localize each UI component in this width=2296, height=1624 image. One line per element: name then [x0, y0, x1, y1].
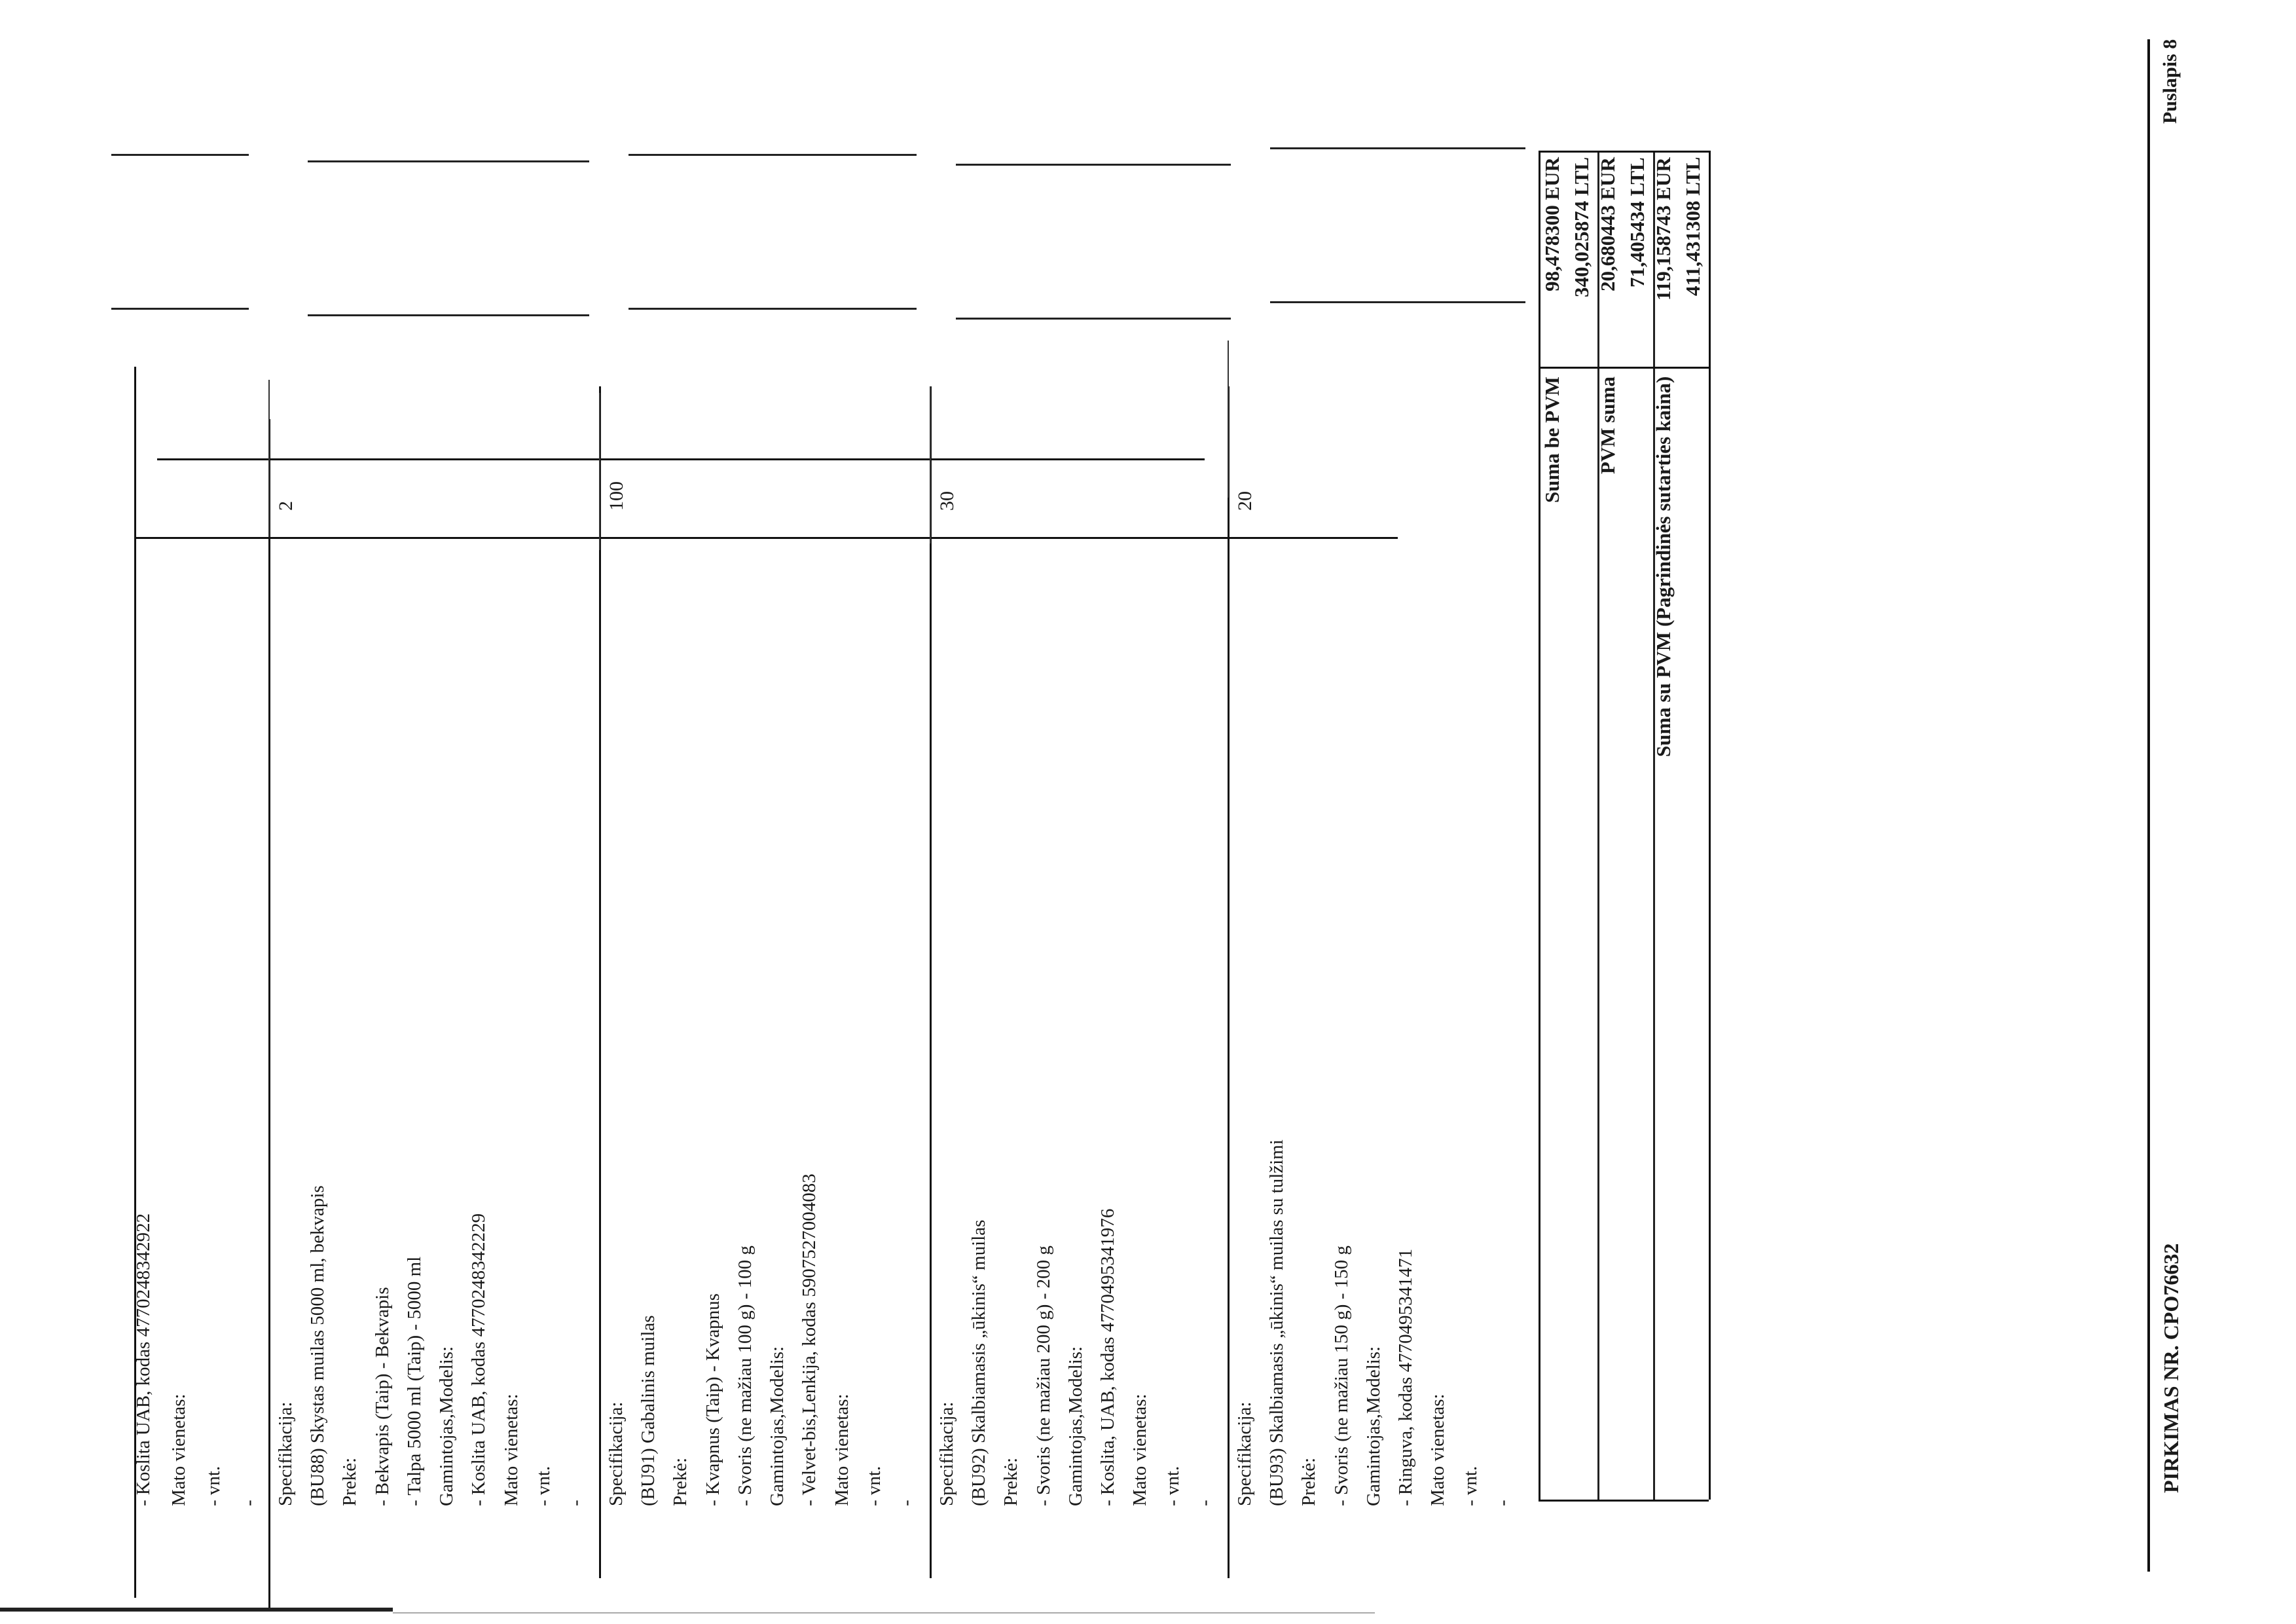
item-2-line-5: - Koslita, UAB, kodas 4770495341976: [1097, 1208, 1119, 1506]
item-0-line-2: Prekė:: [339, 1457, 361, 1506]
top-rule-b-2: [629, 308, 917, 310]
qty-sep-3: [1228, 341, 1229, 498]
item-0-line-1: (BU88) Skystas muilas 5000 ml, bekvapis: [307, 1185, 329, 1506]
item-1-line-5: Gamintojas,Modelis:: [767, 1346, 788, 1506]
item-1-line-0: Specifikacija:: [606, 1401, 627, 1506]
item-0-quantity: 2: [275, 501, 297, 511]
top-rule-b-1: [308, 314, 589, 316]
pvm-suma-label: PVM suma: [1596, 377, 1619, 474]
item-0-line-9: -: [564, 1500, 586, 1506]
top-rule-a-4: [1270, 147, 1525, 149]
top-rule-b-4: [1270, 301, 1525, 303]
top-rule-a-1: [308, 160, 589, 162]
totals-value-divider: [1539, 367, 1709, 369]
item-2-line-6: Mato vienetas:: [1129, 1393, 1151, 1506]
qty-col-divider: [157, 458, 1205, 460]
totals-label-divider: [1539, 1500, 1709, 1502]
item-1-line-7: Mato vienetas:: [831, 1393, 852, 1506]
item-1-line-1: (BU91) Gabalinis muilas: [638, 1315, 659, 1506]
top-rule-a-3: [956, 164, 1231, 166]
suma-be-pvm-eur: 98,478300 EUR: [1540, 157, 1563, 291]
fragment-line-0: - Koslita UAB, kodas 4770248342922: [133, 1213, 154, 1506]
fragment-line-1: Mato vienetas:: [168, 1393, 189, 1506]
totals-top-border: [1539, 151, 1709, 153]
row-divider-3: [1228, 386, 1230, 1578]
item-2-line-7: - vnt.: [1161, 1466, 1183, 1506]
top-rule-b-3: [956, 318, 1231, 320]
row-divider-1: [599, 386, 601, 1578]
item-1-line-9: -: [895, 1500, 917, 1506]
purchase-number: PIRKIMAS NR. CPO76632: [2159, 1243, 2183, 1493]
row-divider-0: [268, 419, 270, 1611]
item-3-line-2: Prekė:: [1298, 1457, 1320, 1506]
totals-col-2: [1653, 151, 1655, 1500]
item-0-line-5: Gamintojas,Modelis:: [436, 1346, 458, 1506]
item-3-line-3: - Svoris (ne mažiau 150 g) - 150 g: [1330, 1246, 1352, 1506]
description-qty-divider-1: [134, 537, 1398, 539]
item-0-line-3: - Bekvapis (Taip) - Bekvapis: [371, 1287, 393, 1506]
scan-bottom-edge: [0, 1608, 393, 1612]
suma-su-pvm-ltl: 411,431308 LTL: [1681, 157, 1704, 296]
item-3-line-5: - Ringuva, kodas 4770495341471: [1395, 1248, 1417, 1506]
item-0-line-4: - Talpa 5000 ml (Taip) - 5000 ml: [403, 1256, 425, 1506]
item-0-line-7: Mato vienetas:: [500, 1393, 522, 1506]
page-number: Puslapis 8: [2159, 39, 2181, 124]
suma-be-pvm-ltl: 340,025874 LTL: [1570, 157, 1593, 297]
suma-su-pvm-eur: 119,158743 EUR: [1652, 157, 1675, 301]
item-2-line-8: -: [1194, 1500, 1215, 1506]
scan-bottom-fade: [393, 1612, 1375, 1614]
item-3-line-6: Mato vienetas:: [1427, 1393, 1449, 1506]
item-0-line-0: Specifikacija:: [275, 1401, 296, 1506]
item-2-line-2: Prekė:: [1000, 1457, 1022, 1506]
item-3-line-7: - vnt.: [1459, 1466, 1481, 1506]
qty-sep-2: [930, 386, 931, 544]
top-rule-a-0: [111, 154, 249, 156]
qty-sep-0: [268, 380, 270, 537]
item-1-line-6: - Velvet-bis,Lenkija, kodas 5907527004083: [799, 1173, 820, 1506]
item-1-line-8: - vnt.: [863, 1466, 884, 1506]
item-3-line-4: Gamintojas,Modelis:: [1362, 1346, 1384, 1506]
row-divider-2: [930, 386, 932, 1578]
item-2-line-4: Gamintojas,Modelis:: [1065, 1346, 1086, 1506]
item-0-line-8: - vnt.: [532, 1466, 554, 1506]
item-2-line-1: (BU92) Skalbiamasis „ūkinis“ muilas: [968, 1219, 990, 1506]
item-3-line-0: Specifikacija:: [1234, 1401, 1255, 1506]
totals-right-border: [1709, 151, 1711, 1500]
fragment-line-2: - vnt.: [203, 1466, 224, 1506]
footer-rule: [2147, 39, 2150, 1572]
totals-col-1: [1597, 151, 1599, 1500]
item-3-quantity: 20: [1234, 491, 1256, 511]
item-1-line-2: Prekė:: [670, 1457, 691, 1506]
item-1-line-3: - Kvapnus (Taip) - Kvapnus: [702, 1293, 723, 1506]
item-2-line-0: Specifikacija:: [936, 1401, 957, 1506]
item-2-line-3: - Svoris (ne mažiau 200 g) - 200 g: [1032, 1246, 1054, 1506]
pvm-suma-ltl: 71,405434 LTL: [1626, 157, 1649, 287]
totals-left-border: [1539, 151, 1540, 1500]
item-0-line-6: - Koslita UAB, kodas 4770248342229: [468, 1213, 490, 1506]
item-2-quantity: 30: [936, 491, 958, 511]
qty-sep-1: [599, 393, 600, 550]
top-rule-a-2: [629, 154, 917, 156]
pvm-suma-eur: 20,680443 EUR: [1596, 157, 1619, 291]
item-3-line-1: (BU93) Skalbiamasis „ūkinis“ muilas su tulžimi: [1266, 1139, 1288, 1506]
suma-su-pvm-label: Suma su PVM (Pagrindinės sutarties kaina): [1652, 376, 1675, 757]
suma-be-pvm-label: Suma be PVM: [1540, 377, 1563, 503]
fragment-line-3: -: [238, 1500, 259, 1506]
item-1-quantity: 100: [606, 481, 627, 511]
top-rule-b-0: [111, 308, 249, 310]
item-1-line-4: - Svoris (ne mažiau 100 g) - 100 g: [734, 1246, 756, 1506]
item-3-line-8: -: [1491, 1500, 1513, 1506]
